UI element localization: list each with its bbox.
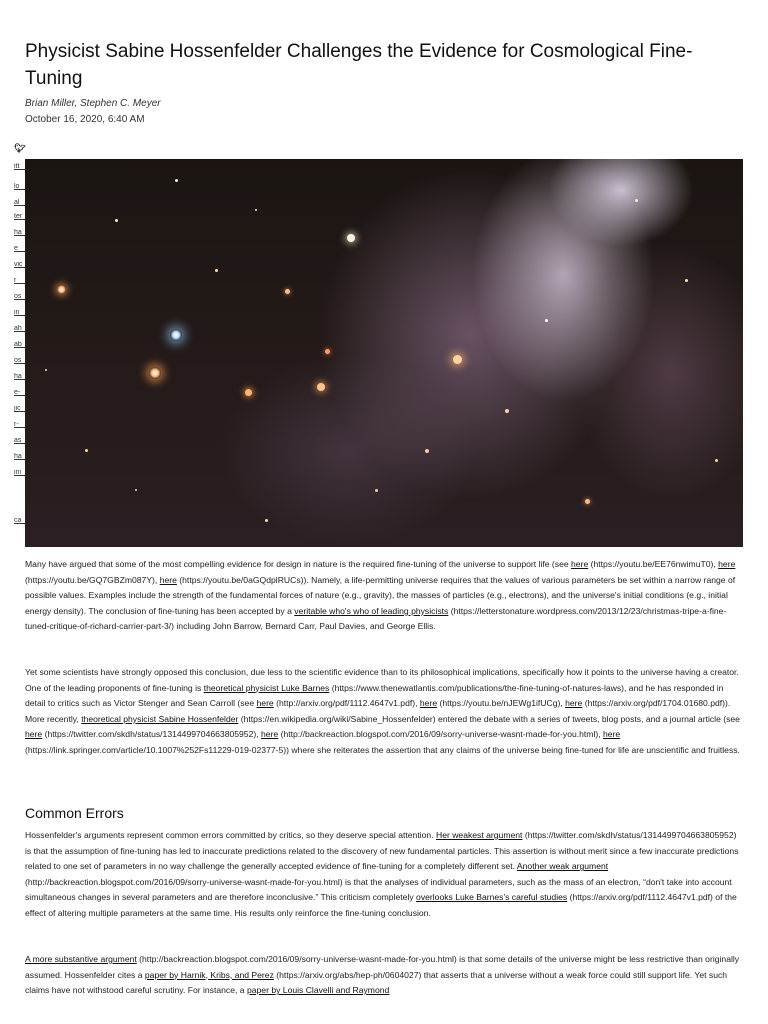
link[interactable]: Another weak argument xyxy=(516,861,609,872)
paragraph: Yet some scientists have strongly opposed this conclusion, due less to the scientific evidence than to its philosophical implications, specifically how it points to the universe having a creator. One of the leading proponents of fine-tuning is theoretical physicist Luke Barnes (https://www.thenewatlantis.com/publications/the-fine-tuning-of-natures-laws), and he has responded in detail to critics such as Victor Stenger and Sean Carroll (see here (http://arxiv.org/pdf/1112.4647v1.pdf), here (https://youtu.be/nJEWg1ifUCg), here (https://arxiv.org/pdf/1704.01680.pdf)). More recently, theoretical physicist Sabine Hossenfelder (https://en.wikipedia.org/wiki/Sabine_Hossenfelder) entered the debate with a series of tweets, blog posts, and a journal article (see here (https://twitter.com/skdh/status/1314499704663805952), here (http://backreaction.blogspot.com/2016/09/sorry-universe-wasnt-made-for-you.html), here (https://link.springer.com/article/10.1007%252Fs11229-019-02377-5)) where she reiterates the assertion that any claims of the universe being fine-tuned for life are unscientific and fruitless. xyxy=(25,667,740,755)
share-link[interactable]: os xyxy=(14,293,26,300)
link[interactable]: here xyxy=(718,559,736,569)
share-link[interactable]: as xyxy=(14,437,26,444)
star xyxy=(635,199,638,202)
share-link[interactable]: r- xyxy=(14,421,26,428)
paragraph: Many have argued that some of the most compelling evidence for design in nature is the required fine-tuning of the universe to support life (see here (https://youtu.be/EE76nwimuT0), here (https://youtu.be/GQ7GBZm087Y), here (https://youtu.be/0aGQdplRUCs)). Namely, a life-permitting universe requires that the values of various parameters be set within a narrow range of possible values. Examples include the strength of the fundamental forces of nature (e.g., gravity), the masses of particles (e.g., electrons), and the universe's initial conditions (e.g., initial energy density). The conclusion of fine-tuning has been accepted by a veritable who's who of leading physicists (https://letterstonature.wordpress.com/2013/12/23/christmas-tripe-a-fine-tuned-critique-of-richard-carrier-part-3/) including John Barrow, Bernard Carr, Paul Davies, and George Ellis. xyxy=(25,559,736,632)
link[interactable]: here xyxy=(565,698,583,709)
star xyxy=(115,219,118,222)
article-authors: Brian Miller, Stephen C. Meyer xyxy=(25,98,161,109)
star xyxy=(347,234,355,242)
star xyxy=(585,499,590,504)
share-link[interactable]: ha xyxy=(14,229,26,236)
share-link[interactable]: jic xyxy=(14,405,26,412)
star xyxy=(149,367,161,379)
link[interactable]: theoretical physicist Luke Barnes xyxy=(203,682,330,693)
link[interactable]: veritable who's who of leading physicists xyxy=(294,605,449,616)
star xyxy=(57,285,66,294)
section-heading: Common Errors xyxy=(25,805,124,821)
star xyxy=(505,409,509,413)
link[interactable]: theoretical physicist Sabine Hossenfelder xyxy=(81,713,239,724)
share-link[interactable]: al xyxy=(14,199,26,206)
link[interactable]: here xyxy=(603,729,621,740)
link[interactable]: Her weakest argument xyxy=(435,830,523,840)
star xyxy=(453,355,462,364)
share-link[interactable]: lo xyxy=(14,183,26,190)
star xyxy=(285,289,290,294)
share-link[interactable]: ha xyxy=(14,453,26,460)
star xyxy=(265,519,268,522)
star xyxy=(245,389,252,396)
share-link[interactable]: ca xyxy=(14,517,26,524)
star xyxy=(255,209,257,211)
link[interactable]: here xyxy=(159,574,177,585)
star xyxy=(215,269,218,272)
share-link[interactable]: ter xyxy=(14,213,26,220)
star xyxy=(317,383,325,391)
link[interactable]: paper by Harnik, Kribs, and Perez xyxy=(144,969,274,980)
share-link[interactable]: itt xyxy=(14,163,26,170)
star xyxy=(715,459,718,462)
share-link[interactable]: e xyxy=(14,245,26,252)
link[interactable]: here xyxy=(419,698,438,709)
star xyxy=(45,369,47,371)
paragraph: Hossenfelder's arguments represent common errors committed by critics, so they deserve special attention. Her weakest argument (https://twitter.com/skdh/status/1314499704663805952) is that the assumption of fine-tuning has led to inaccurate predictions related to the discovery of new fundamental particles. This assertion is without merit since a few inaccurate predictions related to one set of parameters in no way challenge the generally accepted evidence of fine-tuning for a completely different set. Another weak argument (http://backreaction.blogspot.com/2016/09/sorry-universe-wasnt-made-for-you.html) is that the analyses of individual parameters, such as the mass of an electron, “don't take into account simultaneous changes in several parameters and are therefore inconclusive.” This criticism completely overlooks Luke Barnes's careful studies (https://arxiv.org/pdf/1112.4647v1.pdf) of the effect of altering multiple parameters at the same time. His results only reinforce the fine-tuning conclusion. xyxy=(25,830,739,918)
star xyxy=(425,449,429,453)
nebula-photo xyxy=(25,159,743,547)
link[interactable]: here xyxy=(256,698,274,709)
star xyxy=(135,489,137,491)
star xyxy=(325,349,330,354)
share-link[interactable]: ha xyxy=(14,373,26,380)
share-link[interactable]: r xyxy=(14,277,26,284)
share-link[interactable]: os xyxy=(14,357,26,364)
article-title: Physicist Sabine Hossenfelder Challenges the Evidence for Cosmological Fine-Tuning xyxy=(25,41,693,89)
share-link[interactable]: e- xyxy=(14,389,26,396)
link[interactable]: here xyxy=(571,559,589,569)
star xyxy=(545,319,548,322)
article-date: October 16, 2020, 6:40 AM xyxy=(25,114,145,125)
twitter-icon[interactable]: 🐦︎ xyxy=(14,143,26,153)
paragraph: A more substantive argument (http://backreaction.blogspot.com/2016/09/sorry-universe-wasnt-made-for-you.html) is that some details of the universe might be less restrictive than originally assumed. Hossenfelder cites a paper by Harnik, Kribs, and Perez (https://arxiv.org/abs/hep-ph/0604027) that asserts that a universe without a weak force could still support life. Yet such claims have not withstood careful scrutiny. For instance, a paper by Louis Clavelli and Raymond xyxy=(25,954,740,996)
link[interactable]: overlooks Luke Barnes's careful studies xyxy=(416,892,568,903)
link[interactable]: paper by Louis Clavelli and Raymond xyxy=(246,985,390,996)
link[interactable]: A more substantive argument xyxy=(25,954,137,964)
link[interactable]: here xyxy=(25,729,43,740)
share-link[interactable]: ini xyxy=(14,469,26,476)
share-link[interactable]: ab xyxy=(14,341,26,348)
share-link[interactable]: ah xyxy=(14,325,26,332)
star xyxy=(85,449,88,452)
share-link[interactable]: in xyxy=(14,309,26,316)
share-link[interactable]: vic xyxy=(14,261,26,268)
star xyxy=(170,329,182,341)
star xyxy=(175,179,178,182)
star xyxy=(375,489,378,492)
star xyxy=(685,279,688,282)
link[interactable]: here xyxy=(261,729,279,740)
